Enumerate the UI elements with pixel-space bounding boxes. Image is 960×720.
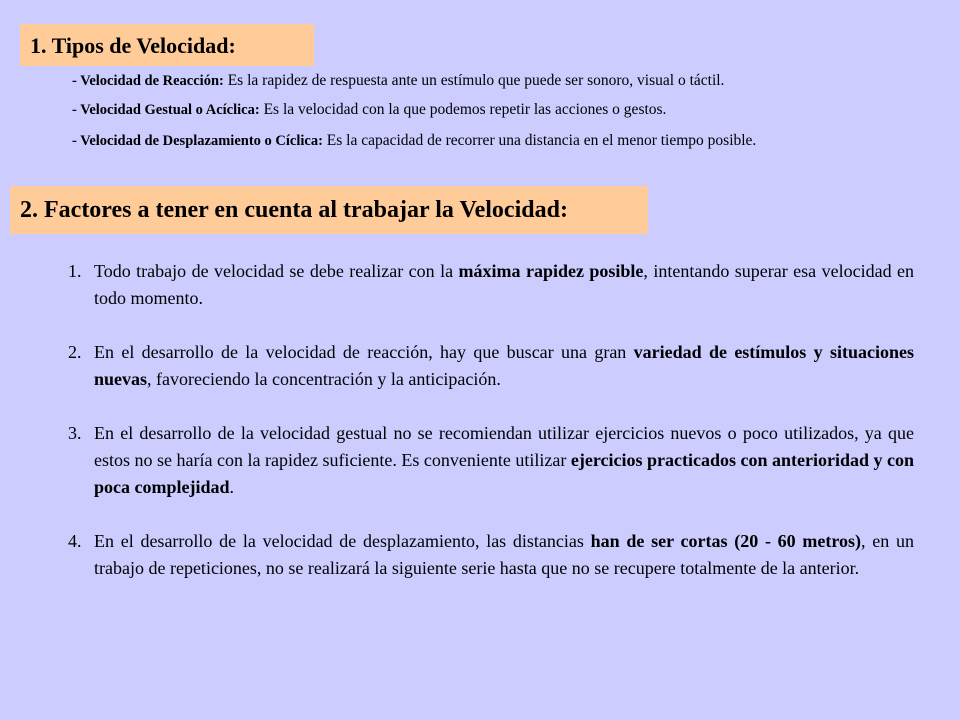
speed-type-gestual (72, 99, 912, 121)
item-text: Todo trabajo de velocidad se debe realizar con la (94, 261, 459, 281)
item-number: 4. (68, 531, 82, 551)
speed-type-term: - Velocidad de Reacción: (72, 73, 224, 89)
item-text: En el desarrollo de la velocidad de reacción, hay que buscar una gran (94, 342, 634, 362)
speed-type-term: - Velocidad Gestual o Acíclica: (72, 102, 260, 118)
item-emphasis: variedad de estímulos y situaciones nuevas (94, 342, 914, 389)
item-text: . (229, 477, 235, 497)
speed-type-text: Es la capacidad de recorrer una distancia en el menor tiempo posible. (322, 132, 757, 149)
item-number: 1. (68, 261, 82, 281)
item-text: , en un trabajo de repeticiones, no se realizará la siguiente serie hasta que no se recupere totalmente de la anterior. (94, 531, 914, 578)
list-item (62, 258, 914, 312)
speed-type-term: - Velocidad de Desplazamiento o Cíclica: (72, 133, 323, 149)
item-text: , favoreciendo la concentración y la anticipación. (147, 369, 501, 389)
item-text: En el desarrollo de la velocidad de desplazamiento, las distancias (94, 531, 591, 551)
item-emphasis: máxima rapidez posible (458, 261, 644, 281)
list-item (62, 528, 914, 582)
speed-type-text: Es la velocidad con la que podemos repetir las acciones o gestos. (259, 101, 667, 118)
factors-list (62, 258, 914, 609)
list-item (62, 339, 914, 393)
item-text: , intentando superar esa velocidad en todo momento. (94, 261, 914, 308)
item-number: 3. (68, 423, 82, 443)
item-number: 2. (68, 342, 82, 362)
item-emphasis: han de ser cortas (20 - 60 metros) (590, 531, 862, 551)
speed-type-displacement (72, 130, 912, 152)
list-item (62, 420, 914, 501)
item-text: En el desarrollo de la velocidad gestual no se recomiendan utilizar ejercicios nuevos o poco utilizados, ya que estos no se haría con la rapidez suficiente. Es conveniente utilizar (94, 423, 914, 470)
speed-type-reaction (72, 70, 912, 92)
section-2-title: 2. Factores a tener en cuenta al trabajar la Velocidad: (10, 186, 648, 234)
item-emphasis: ejercicios practicados con anterioridad y con poca complejidad (94, 450, 914, 497)
section-1-title: 1. Tipos de Velocidad: (20, 24, 314, 66)
speed-type-text: Es la rapidez de respuesta ante un estímulo que puede ser sonoro, visual o táctil. (223, 72, 725, 89)
